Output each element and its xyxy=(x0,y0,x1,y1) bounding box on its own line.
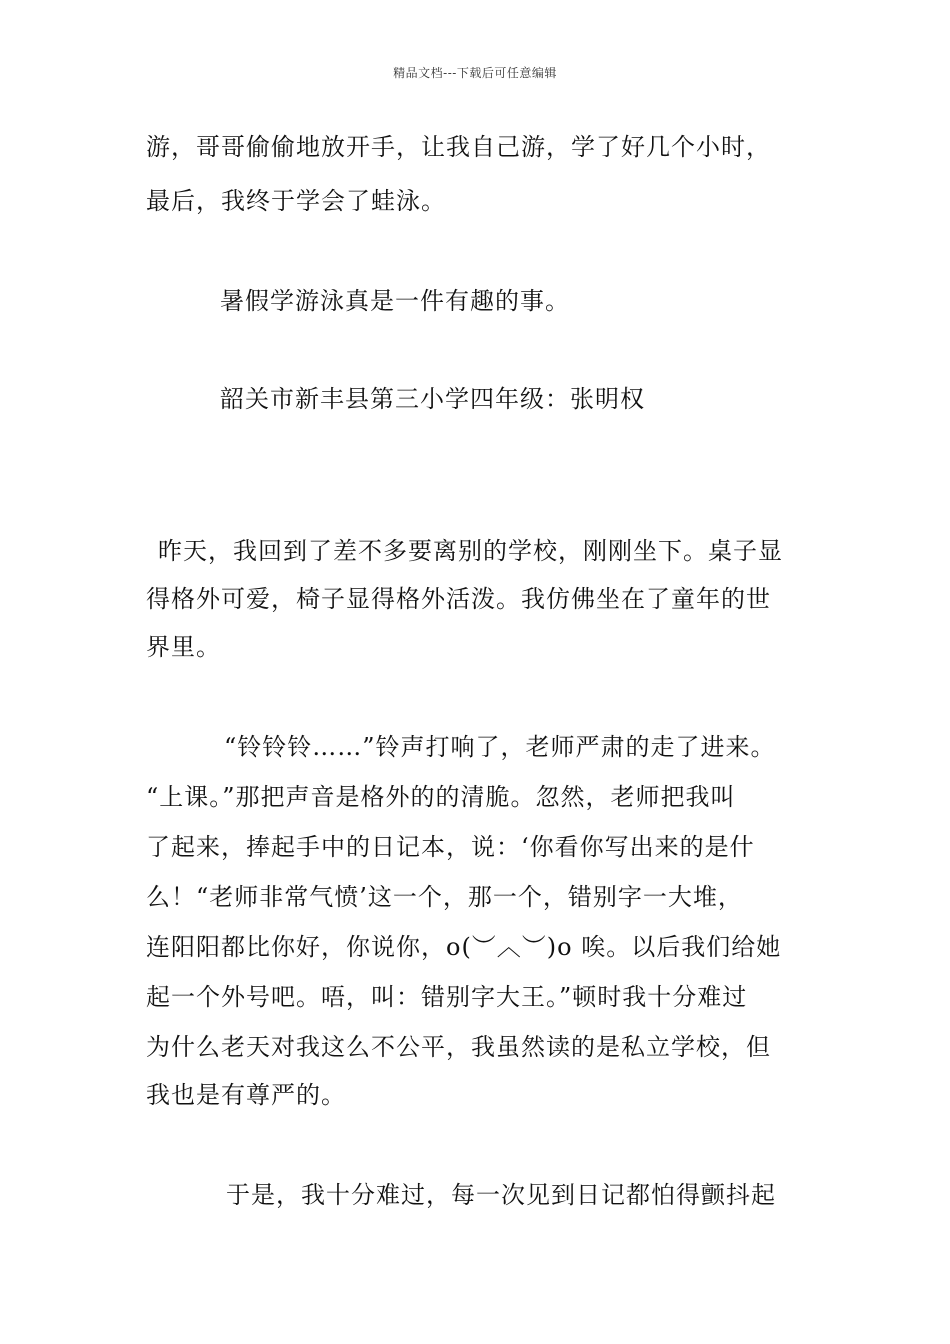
page-header: 精品文档---下载后可任意编辑 xyxy=(393,66,557,80)
text-line: 昨天，我回到了差不多要离别的学校，刚刚坐下。桌子显 xyxy=(158,537,783,565)
text-line: 么！“老师非常气愤’这一个，那一个，错别字一大堆， xyxy=(146,883,743,911)
text-line: 连阳阳都比你好，你说你，o(︶︿︶)o 唉。以后我们给她 xyxy=(146,933,782,961)
text-line: 为什么老天对我这么不公平，我虽然读的是私立学校，但 xyxy=(146,1033,771,1061)
text-line: “铃铃铃……”铃声打响了，老师严肃的走了进来。 xyxy=(224,733,776,761)
text-line: 了起来，捧起手中的日记本，说：‘你看你写出来的是什 xyxy=(146,833,755,861)
text-line: 暑假学游泳真是一件有趣的事。 xyxy=(220,287,570,315)
text-line: 我也是有尊严的。 xyxy=(146,1081,346,1109)
text-line: 界里。 xyxy=(146,633,221,661)
author-line: 韶关市新丰县第三小学四年级：张明权 xyxy=(220,385,645,413)
text-line: 游，哥哥偷偷地放开手，让我自己游，学了好几个小时， xyxy=(146,133,771,161)
text-line: “上课。”那把声音是格外的的清脆。忽然，老师把我叫 xyxy=(146,783,736,811)
text-line: 于是，我十分难过，每一次见到日记都怕得颤抖起 xyxy=(226,1181,776,1209)
text-line: 起一个外号吧。唔，叫：错别字大王。”顿时我十分难过 xyxy=(146,983,748,1011)
text-line: 得格外可爱，椅子显得格外活泼。我仿佛坐在了童年的世 xyxy=(146,585,771,613)
text-line: 最后，我终于学会了蛙泳。 xyxy=(146,187,446,215)
